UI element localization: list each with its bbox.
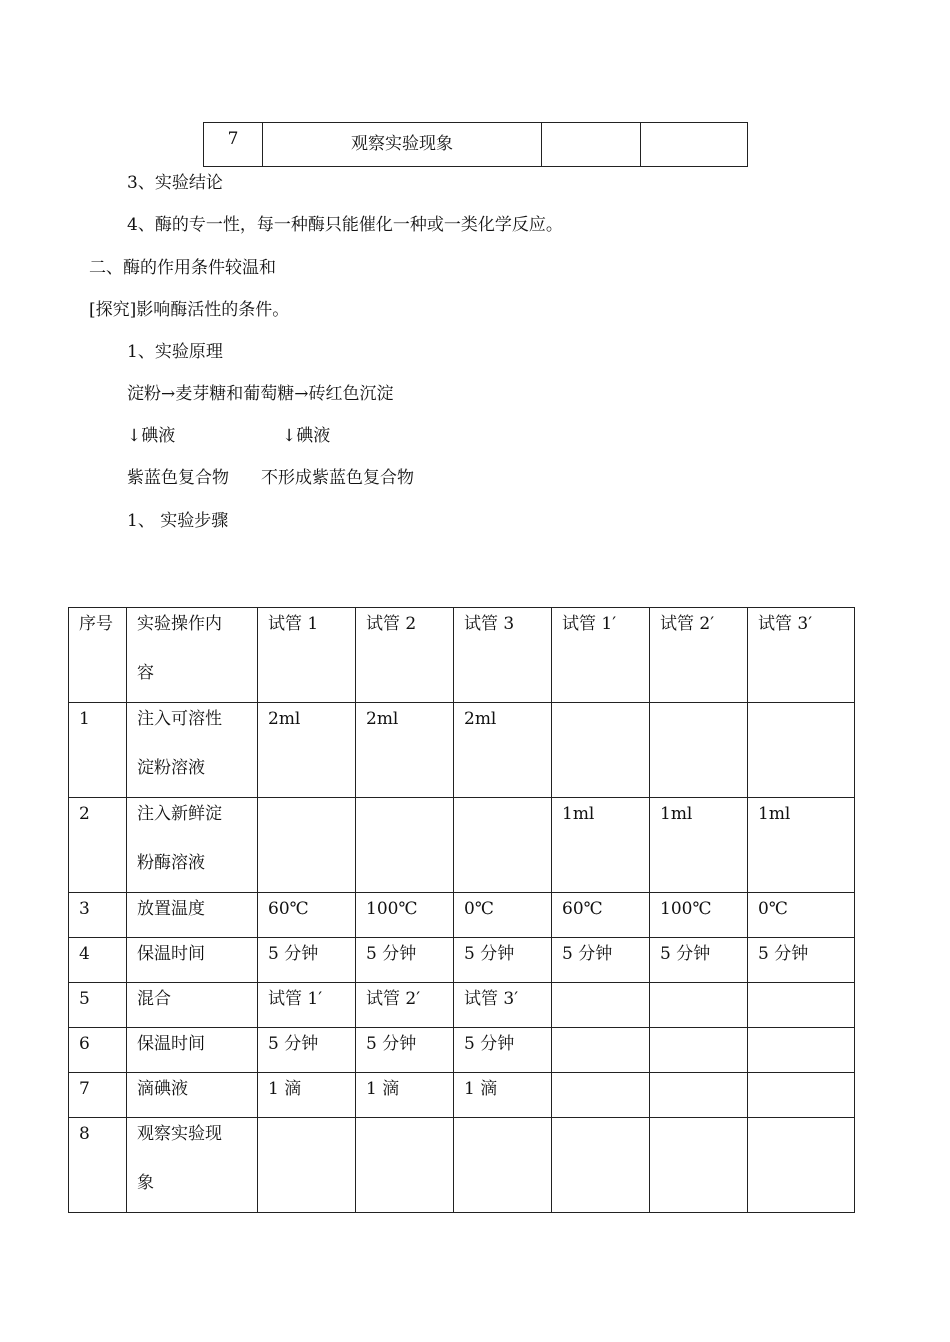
- table-cell: 观察实验现 象: [127, 1118, 258, 1213]
- table-cell: 2ml: [454, 703, 552, 798]
- table-header-row: [69, 608, 855, 703]
- paragraph-explore: [探究]影响酶活性的条件。: [89, 300, 290, 320]
- table-cell: [748, 1118, 855, 1213]
- table-cell: [454, 1118, 552, 1213]
- table-cell: [748, 1028, 855, 1073]
- table-cell: 放置温度: [127, 893, 258, 938]
- table-cell: 0℃: [748, 893, 855, 938]
- table-row: [69, 1118, 855, 1213]
- table-cell: 2ml: [356, 703, 454, 798]
- table-cell: [356, 798, 454, 893]
- table-cell: [454, 798, 552, 893]
- table-cell: 1ml: [650, 798, 748, 893]
- table-cell: 1 滴: [258, 1073, 356, 1118]
- table-header-cell: 试管 3′: [748, 608, 855, 703]
- table-cell: 5 分钟: [258, 1028, 356, 1073]
- table-header-cell: 试管 2′: [650, 608, 748, 703]
- table-cell: [552, 703, 650, 798]
- table-row: [69, 1028, 855, 1073]
- table-row: [69, 938, 855, 983]
- table-header-cell: 实验操作内 容: [127, 608, 258, 703]
- table-cell: 试管 2′: [356, 983, 454, 1028]
- table-cell: 60℃: [552, 893, 650, 938]
- table-cell: [542, 123, 641, 167]
- table-cell: [552, 983, 650, 1028]
- table-cell: 保温时间: [127, 938, 258, 983]
- table-cell: [641, 123, 748, 167]
- table-cell: 试管 1′: [258, 983, 356, 1028]
- table-cell: 保温时间: [127, 1028, 258, 1073]
- table-row: [69, 703, 855, 798]
- table-cell: [650, 1118, 748, 1213]
- table-cell: 1 滴: [356, 1073, 454, 1118]
- table-cell: 1: [69, 703, 127, 798]
- table-cell: 5 分钟: [454, 938, 552, 983]
- table-cell: 5 分钟: [356, 1028, 454, 1073]
- table-cell: 6: [69, 1028, 127, 1073]
- table-header-cell: 试管 1′: [552, 608, 650, 703]
- table-cell: 2ml: [258, 703, 356, 798]
- table-cell: 5 分钟: [748, 938, 855, 983]
- table-cell: [748, 703, 855, 798]
- table-cell: [748, 1073, 855, 1118]
- table-cell: 5: [69, 983, 127, 1028]
- paragraph-enzyme-specificity: 4、酶的专一性，每一种酶只能催化一种或一类化学反应。: [127, 215, 563, 235]
- table-cell: 1ml: [748, 798, 855, 893]
- table-cell: [356, 1118, 454, 1213]
- table-cell: 100℃: [650, 893, 748, 938]
- table-cell: 观察实验现象: [263, 123, 542, 167]
- table-cell: [650, 1028, 748, 1073]
- table-cell: [552, 1073, 650, 1118]
- table-cell: [258, 1118, 356, 1213]
- table-header-cell: 试管 2: [356, 608, 454, 703]
- table-cell: 5 分钟: [650, 938, 748, 983]
- section-heading-principle: 1、实验原理: [127, 342, 223, 362]
- table-cell: 1 滴: [454, 1073, 552, 1118]
- table-cell: 4: [69, 938, 127, 983]
- section-heading-conditions: 二、酶的作用条件较温和: [89, 258, 276, 278]
- top-table-fragment: [203, 122, 748, 167]
- table-cell: 5 分钟: [454, 1028, 552, 1073]
- table-header-cell: 试管 1: [258, 608, 356, 703]
- table-cell: [650, 1073, 748, 1118]
- table-cell: [650, 983, 748, 1028]
- table-header-cell: 序号: [69, 608, 127, 703]
- paragraph-complex-right: 不形成紫蓝色复合物: [261, 468, 414, 488]
- section-heading-steps: 1、 实验步骤: [127, 511, 229, 531]
- table-cell: 8: [69, 1118, 127, 1213]
- table-cell: 7: [69, 1073, 127, 1118]
- table-cell: 5 分钟: [258, 938, 356, 983]
- section-heading-conclusion: 3、实验结论: [127, 173, 223, 193]
- table-cell: 注入新鲜淀 粉酶溶液: [127, 798, 258, 893]
- table-row: [69, 798, 855, 893]
- table-cell: [552, 1028, 650, 1073]
- paragraph-iodine-right: ↓碘液: [282, 426, 331, 446]
- table-cell: 注入可溶性 淀粉溶液: [127, 703, 258, 798]
- paragraph-complex-left: 紫蓝色复合物: [127, 468, 229, 488]
- table-row: [69, 983, 855, 1028]
- table-cell: 5 分钟: [552, 938, 650, 983]
- table-cell: 100℃: [356, 893, 454, 938]
- table-cell: [258, 798, 356, 893]
- table-row: [69, 893, 855, 938]
- table-cell: 7: [204, 123, 263, 167]
- paragraph-iodine-left: ↓碘液: [127, 426, 176, 446]
- table-cell: [650, 703, 748, 798]
- table-cell: 3: [69, 893, 127, 938]
- table-cell: 0℃: [454, 893, 552, 938]
- table-cell: 滴碘液: [127, 1073, 258, 1118]
- table-cell: 1ml: [552, 798, 650, 893]
- experiment-steps-table: [68, 607, 855, 1213]
- table-cell: [748, 983, 855, 1028]
- table-cell: 60℃: [258, 893, 356, 938]
- paragraph-reaction: 淀粉→麦芽糖和葡萄糖→砖红色沉淀: [127, 384, 394, 404]
- table-cell: 混合: [127, 983, 258, 1028]
- table-cell: 5 分钟: [356, 938, 454, 983]
- table-cell: 2: [69, 798, 127, 893]
- table-cell: 试管 3′: [454, 983, 552, 1028]
- table-row: [204, 123, 748, 167]
- table-cell: [552, 1118, 650, 1213]
- table-header-cell: 试管 3: [454, 608, 552, 703]
